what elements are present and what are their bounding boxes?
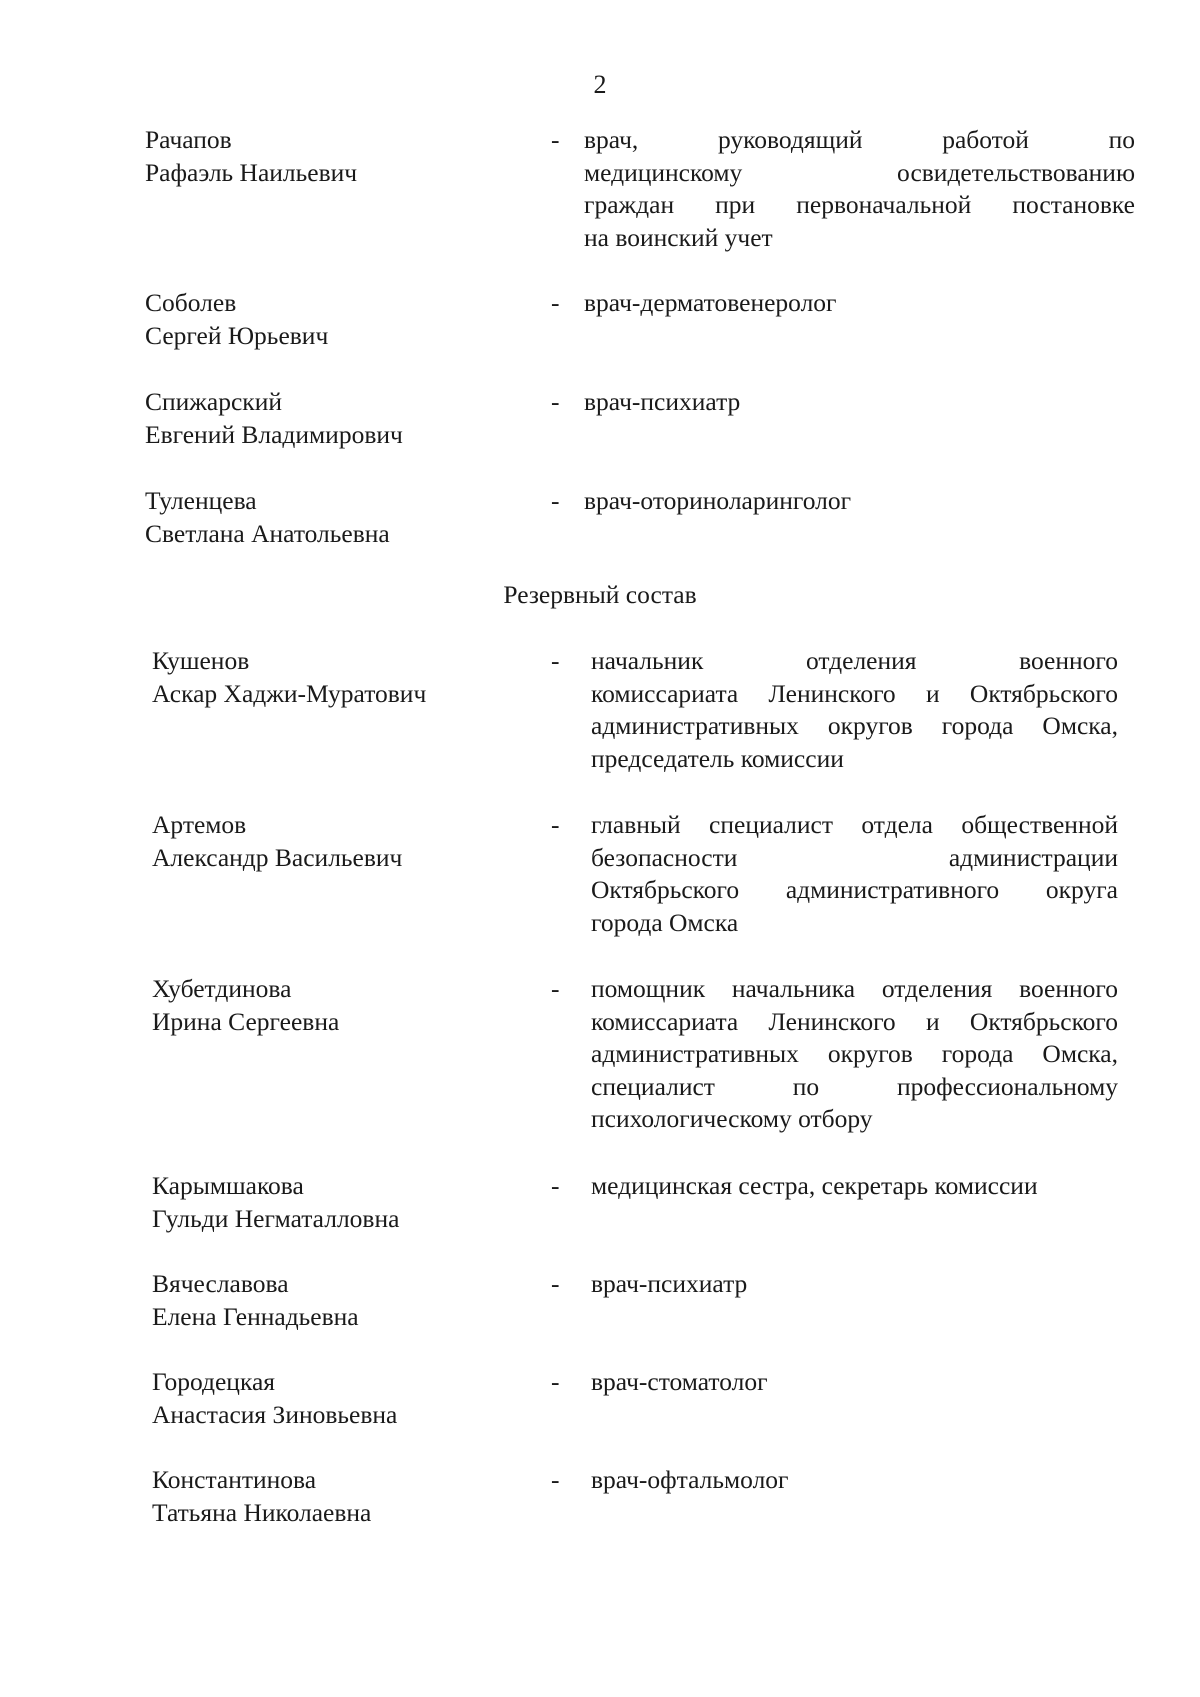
role-line: на воинский учет [584, 222, 773, 252]
member-name [152, 1268, 359, 1333]
role-line: комиссариата Ленинского и Октябрьского [591, 678, 1118, 708]
member-surname: Хубетдинова [152, 974, 292, 1003]
member-role [584, 386, 1135, 419]
role-line: врач-дерматовенеролог [584, 288, 837, 317]
role-line: административных округов города Омска, [591, 711, 1118, 740]
member-surname: Карымшакова [152, 1171, 304, 1200]
member-surname: Константинова [152, 1465, 317, 1494]
role-line: медицинскому освидетельствованию [584, 157, 1135, 187]
page-number: 2 [593, 70, 607, 99]
member-name [152, 645, 426, 710]
dash-separator: - [551, 387, 560, 416]
role-line: врач-оториноларинголог [584, 486, 852, 515]
member-surname: Кушенов [152, 646, 250, 675]
role-line: врач-офтальмолог [591, 1465, 789, 1494]
role-line: административных округов города Омска, [591, 1039, 1118, 1068]
member-given-names: Татьяна Николаевна [152, 1497, 372, 1527]
member-name [152, 1170, 399, 1235]
role-line: председатель комиссии [591, 743, 844, 773]
member-name [145, 287, 328, 352]
member-surname: Артемов [152, 810, 247, 839]
dash-separator: - [551, 974, 560, 1003]
dash-separator: - [551, 486, 560, 515]
member-surname: Туленцева [145, 486, 257, 515]
dash-separator: - [551, 1367, 560, 1396]
member-name [145, 485, 390, 550]
role-line: медицинская сестра, секретарь комиссии [591, 1171, 1038, 1200]
member-given-names: Ирина Сергеевна [152, 1006, 340, 1036]
member-given-names: Сергей Юрьевич [145, 320, 329, 350]
member-surname: Соболев [145, 288, 237, 317]
member-role [591, 1464, 1118, 1497]
dash-separator: - [551, 810, 560, 839]
member-role [591, 645, 1118, 775]
member-surname: Спижарский [145, 387, 282, 416]
member-role [591, 1366, 1118, 1399]
reserve-section-title: Резервный состав [503, 580, 697, 609]
role-line: граждан при первоначальной постановке [584, 190, 1135, 219]
role-line: врач-психиатр [584, 387, 741, 416]
role-line: психологическому отбору [591, 1104, 873, 1133]
member-given-names: Рафаэль Наильевич [145, 157, 358, 187]
role-line: врач-стоматолог [591, 1367, 768, 1396]
role-line: специалист по профессиональному [591, 1071, 1118, 1101]
dash-separator: - [551, 1465, 560, 1494]
dash-separator: - [551, 1171, 560, 1200]
member-role [584, 124, 1135, 254]
dash-separator: - [551, 646, 560, 675]
member-role [591, 1268, 1118, 1301]
dash-separator: - [551, 1269, 560, 1298]
role-line: врач-психиатр [591, 1269, 748, 1298]
role-line: главный специалист отдела общественной [591, 810, 1118, 839]
member-role [591, 1170, 1118, 1203]
member-given-names: Александр Васильевич [152, 842, 403, 872]
role-line: Октябрьского административного округа [591, 875, 1118, 904]
member-name [152, 1464, 371, 1529]
member-given-names: Анастасия Зиновьевна [152, 1399, 398, 1429]
role-line: безопасности администрации [591, 842, 1118, 872]
member-role [591, 973, 1118, 1136]
role-line: начальник отделения военного [591, 646, 1118, 675]
role-line: врач, руководящий работой по [584, 125, 1135, 154]
member-role [591, 809, 1118, 939]
dash-separator: - [551, 125, 560, 154]
member-role [584, 287, 1135, 320]
member-name [152, 973, 339, 1038]
member-given-names: Елена Геннадьевна [152, 1301, 359, 1331]
role-line: комиссариата Ленинского и Октябрьского [591, 1006, 1118, 1036]
member-surname: Вячеславова [152, 1269, 289, 1298]
role-line: города Омска [591, 907, 739, 937]
member-given-names: Светлана Анатольевна [145, 518, 390, 548]
member-name [145, 124, 357, 189]
member-name [152, 809, 402, 874]
member-given-names: Евгений Владимирович [145, 419, 403, 449]
dash-separator: - [551, 288, 560, 317]
member-given-names: Гульди Негматалловна [152, 1203, 400, 1233]
member-role [584, 485, 1135, 518]
member-name [152, 1366, 397, 1431]
member-surname: Городецкая [152, 1367, 276, 1396]
role-line: помощник начальника отделения военного [591, 974, 1118, 1003]
member-name [145, 386, 403, 451]
member-given-names: Аскар Хаджи-Муратович [152, 678, 427, 708]
member-surname: Рачапов [145, 125, 232, 154]
